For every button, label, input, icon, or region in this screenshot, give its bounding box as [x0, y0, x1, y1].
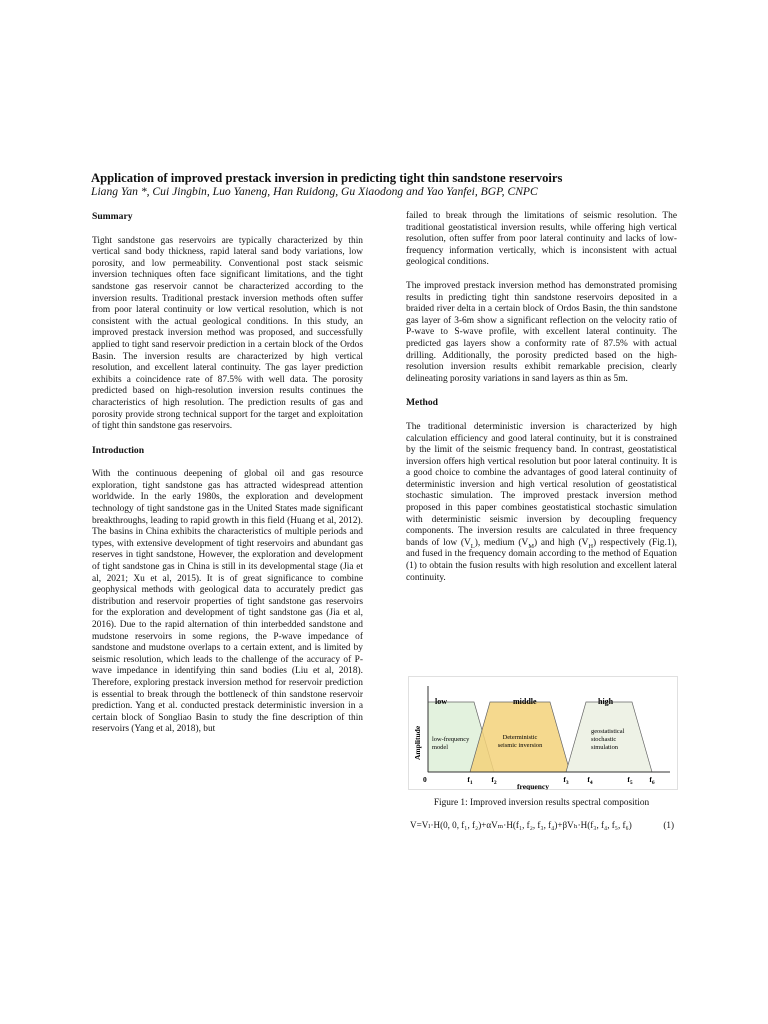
low-region-label-1: low-frequency [432, 736, 470, 743]
tick-label-f1: $f_1$ [467, 775, 473, 786]
sub-m: M [528, 542, 535, 550]
band-label-middle: middle [513, 697, 537, 706]
summary-paragraph: Tight sandstone gas reservoirs are typically characterized by thin vertical sand body thickness, rapid lateral sand body variations, low porosity, and low permeability. Conventional post stack seismic inversion techniques often face significant limitations, and the tight sandstone gas reservoir cannot be characterized according to the inversion results. Traditional prestack inversion methods often suffer from poor lateral continuity or low vertical resolution, which is not consistent with the actual geological conditions. In this study, an improved prestack inversion method was proposed, and successfully applied to tight sand reservoir prediction in a certain block of the Ordos Basin. The inversion results are characterized by high vertical resolution, and excellent lateral continuity. The gas layer prediction exhibits a coincidence rate of 87.5% with well data. The porosity predicted based on high-resolution inversion results continues the characteristics of high resolution. The prediction results of gas and porosity provide strong technical support for the target and exploitation of tight thin sandstone gas reservoirs. [92, 235, 363, 432]
figure-caption: Figure 1: Improved inversion results spectral composition [433, 798, 650, 808]
results-paragraph: The improved prestack inversion method has demonstrated promising results in predicting tight thin sandstone reservoirs deposited in a braided river delta in a certain block of Ordos Basin, the thin sandstone gas layer of 3-6m show a significant reflection on the velocity ratio of P-wave to S-wave profile, with excellent lateral continuity. The predicted gas layers show a conformity rate of 87.5% with actual drilling. Additionally, the porosity predicted based on the high-resolution inversion results exhibit remarkable precision, clearly delineating porosity variations in sand layers as thin as 5m. [406, 280, 677, 384]
method-heading: Method [406, 397, 438, 409]
equation-number: (1) [663, 820, 674, 830]
method-paragraph [406, 422, 677, 584]
equation-text: V=Vₗ·H(0, 0, f₁, f₂)+αVₘ·H(f₁, f₂, f₃, f₄)+βVₕ·H(f₃, f₄, f₅, f₆) [410, 820, 632, 830]
tick-label-f2: $f_2$ [491, 775, 497, 786]
mid-region-label-1: Deterministic [502, 734, 538, 741]
high-region-label-1: geostatistical [591, 728, 625, 735]
equation-1 [410, 820, 682, 831]
tick-label-f3: $f_3$ [563, 775, 569, 786]
tick-label-f6: $f_6$ [649, 775, 655, 786]
right-column [406, 211, 677, 596]
origin-label: 0 [423, 775, 427, 784]
method-text-b: ), medium (V [474, 537, 529, 548]
paper-title: Application of improved prestack inversion in predicting tight thin sandstone reservoirs [91, 171, 563, 185]
high-region-label-2: stochastic [591, 736, 617, 743]
method-text-a: The traditional deterministic inversion is characterized by high calculation efficiency and good lateral continuity, but it is constrained by the limit of the seismic frequency band. In contrast, geostatistical inversion offers high vertical resolution but poor lateral continuity. It is a good choice to combine the advantages of good lateral continuity of deterministic inversion and high vertical resolution of geostatistical stochastic simulation. The improved prestack inversion method proposed in this paper combines geostatistical stochastic simulation with deterministic seismic inversion by decoupling frequency components. The inversion results are calculated in three frequency bands of low (V [406, 421, 677, 548]
band-label-low: low [435, 697, 447, 706]
high-region-label-3: simulation [591, 744, 618, 751]
method-text-c: ) and high (V [534, 537, 589, 548]
paper-authors: Liang Yan *, Cui Jingbin, Luo Yaneng, Han Ruidong, Gu Xiaodong and Yao Yanfei, BGP, CNPC [91, 185, 538, 198]
y-axis-label: Amplitude [413, 725, 422, 760]
left-column [92, 211, 363, 748]
mid-region-label-2: seismic inversion [497, 742, 543, 749]
introduction-paragraph: With the continuous deepening of global oil and gas resource exploration, tight sandstone gas has attracted widespread attention worldwide. In the early 1980s, the exploration and development technology of tight sandstone gas in the United States made significant breakthroughs, leading to rapid growth in this field (Huang et al, 2012). The basins in China exhibits the characteristics of multiple periods and types, with extensive development of tight reservoirs and abundant gas reserves in tight sandstone, However, the exploration and development of tight sandstone gas in China is still in its developmental stage (Jia et al, 2021; Xu et al, 2015). It is of great significance to combine geophysical methods with geological data to accurately predict gas distribution and reservoir properties of tight sandstone gas reservoirs for the exploration and development of tight sandstone gas (Jia et al, 2016). Due to the rapid alternation of thin interbedded sandstone and mudstone reservoirs in some regions, the P-wave impedance of sandstone and mudstone overlaps to a certain extent, and is limited by seismic resolution, which leads to the challenge of the accuracy of P-wave impedance in identifying thin sand bodies (Liu et al, 2018). Therefore, exploring prestack inversion method for reservoir prediction is essential to break through the bottleneck of thin sandstone reservoir prediction. Yang et al. conducted prestack deterministic inversion in a certain block of Songliao Basin to study the fine description of thin reservoirs (Yang et al, 2018), but [92, 469, 363, 735]
sub-h: H [588, 542, 594, 550]
summary-heading: Summary [92, 211, 133, 222]
introduction-heading: Introduction [92, 444, 145, 456]
spectral-composition-figure [408, 676, 678, 790]
intro-continued-paragraph: failed to break through the limitations of seismic resolution. The traditional geostatistical inversion results, while offering high vertical resolution, often suffer from poor lateral continuity and lacks of low-frequency information vertically, which is inconsistent with actual geological conditions. [406, 211, 677, 268]
method-text-d: ) respectively (Fig.1), and fused in the frequency domain according to the method of Equation (1) to obtain the fusion results with high resolution and excellent lateral continuity. [406, 537, 677, 583]
low-region-label-2: model [432, 744, 448, 751]
x-axis-label: frequency [517, 782, 549, 790]
tick-label-f5: $f_5$ [627, 775, 633, 786]
tick-label-f4: $f_4$ [587, 775, 593, 786]
band-label-high: high [598, 697, 614, 706]
sub-l: L [470, 542, 475, 550]
